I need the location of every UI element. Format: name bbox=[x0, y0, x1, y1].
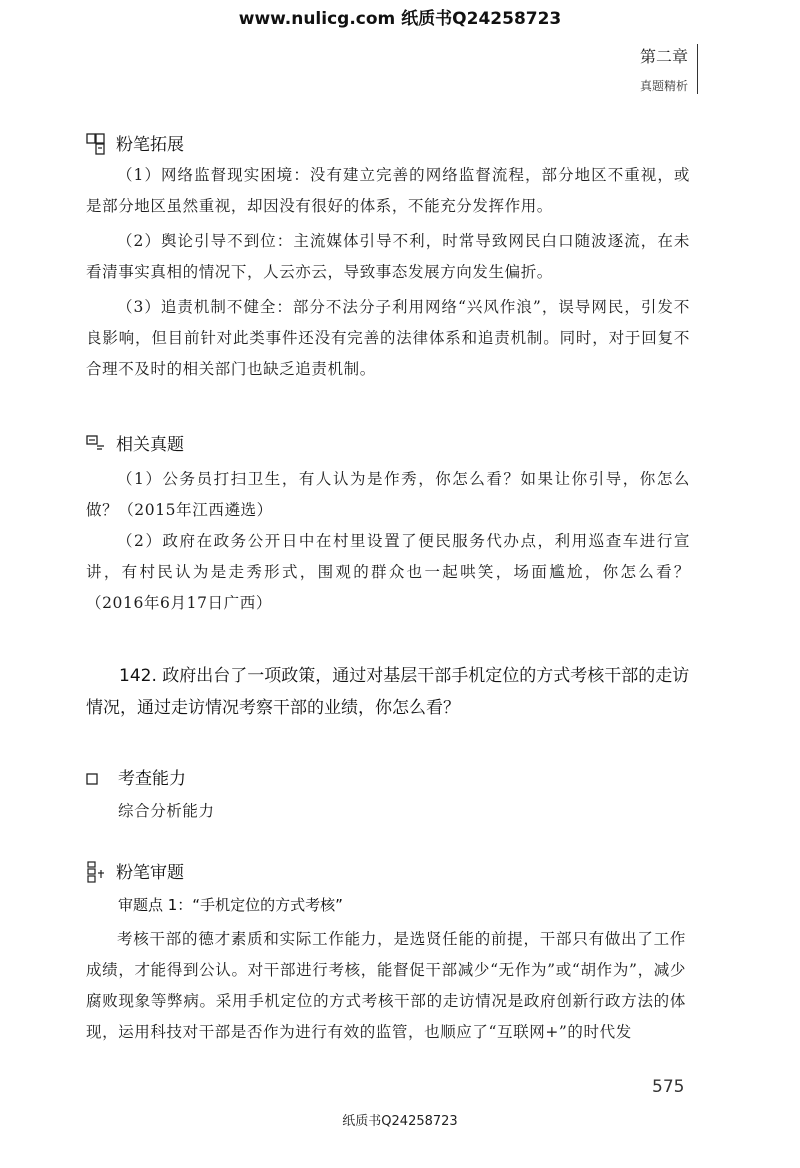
ability-heading-label: 考查能力 bbox=[118, 769, 186, 789]
expand-paragraph-1: （1）网络监督现实困境：没有建立完善的网络监督流程，部分地区不重视，或是部分地区虽然重视，却因没有很好的体系，不能充分发挥作用。 bbox=[86, 166, 690, 215]
expand-paragraph-2: （2）舆论引导不到位：主流媒体引导不利，时常导致网民白口随波逐流，在未看清事实真相的情况下，人云亦云，导致事态发展方向发生偏折。 bbox=[86, 232, 690, 281]
expand-heading bbox=[86, 130, 184, 155]
chapter-header bbox=[640, 44, 688, 94]
link-icon bbox=[86, 432, 106, 454]
watermark-top: www.nulicg.com 纸质书Q24258723 bbox=[238, 9, 562, 29]
question-142: 142. 政府出台了一项政策，通过对基层干部手机定位的方式考核干部的走访情况，通过走访情况考察干部的业绩，你怎么看？ bbox=[86, 666, 690, 718]
related-heading bbox=[86, 430, 184, 455]
chapter-divider bbox=[697, 44, 698, 94]
checkbox-icon bbox=[86, 770, 100, 784]
related-paragraph-2: （2）政府在政务公开日中在村里设置了便民服务代办点，利用巡查车进行宣讲，有村民认为是走秀形式，围观的群众也一起哄笑，场面尴尬，你怎么看？（2016年6月17日广西） bbox=[86, 532, 690, 612]
review-heading-label: 粉笔审题 bbox=[116, 863, 184, 883]
book-icon bbox=[86, 132, 106, 154]
expand-paragraph-3: （3）追责机制不健全：部分不法分子利用网络“兴风作浪”，误导网民，引发不良影响，但目前针对此类事件还没有完善的法律体系和追责机制。同时，对于回复不合理不及时的相关部门也缺乏追责机制。 bbox=[86, 298, 690, 378]
watermark-bottom: 纸质书Q24258723 bbox=[342, 1114, 458, 1129]
related-paragraph-1: （1）公务员打扫卫生，有人认为是作秀，你怎么看？如果让你引导，你怎么做？（2015年江西遴选） bbox=[86, 470, 690, 519]
magnifier-icon bbox=[86, 860, 106, 882]
chapter-subtitle: 真题精析 bbox=[639, 79, 688, 93]
ability-heading bbox=[86, 764, 186, 789]
review-point-1: 审题点 1：“手机定位的方式考核” bbox=[118, 896, 343, 914]
page-number: 575 bbox=[652, 1077, 685, 1097]
expand-heading-label: 粉笔拓展 bbox=[116, 135, 184, 155]
ability-text: 综合分析能力 bbox=[118, 802, 215, 820]
chapter-title: 第二章 bbox=[639, 47, 688, 66]
review-paragraph-1: 考核干部的德才素质和实际工作能力，是选贤任能的前提，干部只有做出了工作成绩，才能得到公认。对干部进行考核，能督促干部减少“无作为”或“胡作为”，减少腐败现象等弊病。采用手机定位的方式考核干部的走访情况是政府创新行政方法的体现，运用科技对干部是否作为进行有效的监管，也顺应了“互联网+”的时代发 bbox=[86, 930, 686, 1041]
related-heading-label: 相关真题 bbox=[116, 435, 184, 455]
review-heading bbox=[86, 858, 184, 883]
